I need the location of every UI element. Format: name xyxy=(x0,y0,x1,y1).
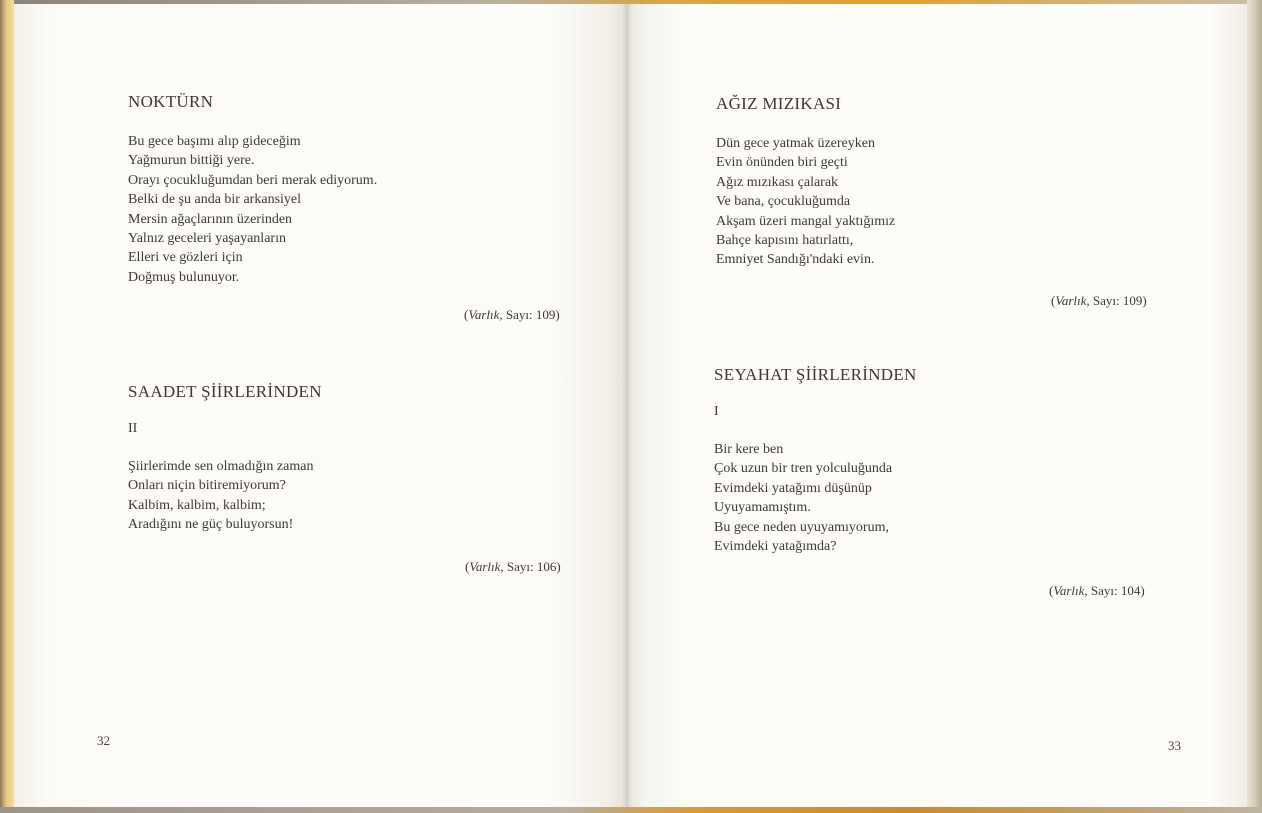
poem-line: Mersin ağaçlarının üzerinden xyxy=(128,211,293,227)
poem-section-number: I xyxy=(714,404,719,419)
poem-nokturn xyxy=(128,92,377,287)
poem-title: SAADET ŞİİRLERİNDEN xyxy=(128,382,322,401)
page-number: 32 xyxy=(97,733,110,748)
poem-line: Emniyet Sandığı'ndaki evin. xyxy=(716,252,875,268)
citation-magazine: Varlık xyxy=(1055,293,1087,308)
poem-title: AĞIZ MIZIKASI xyxy=(716,94,842,113)
poem-title: SEYAHAT ŞİİRLERİNDEN xyxy=(714,365,917,384)
poem-lines xyxy=(128,457,322,535)
citation-open: ( xyxy=(1051,293,1056,308)
page-number: 33 xyxy=(1168,738,1181,753)
poem-title: NOKTÜRN xyxy=(128,92,214,111)
poem-line: Dün gece yatmak üzereyken xyxy=(716,136,875,151)
poem-line: Kalbim, kalbim, kalbim; xyxy=(128,497,266,513)
poem-line: Akşam üzeri mangal yaktığımız xyxy=(716,213,896,229)
citation-issue: , Sayı: 109) xyxy=(499,307,560,322)
book-gutter xyxy=(622,4,632,807)
book-bottom-edge xyxy=(0,807,1262,813)
poem-section-number: II xyxy=(128,421,138,436)
right-page xyxy=(627,4,1247,807)
poem-line: Çok uzun bir tren yolculuğunda xyxy=(714,461,893,477)
poem-lines xyxy=(716,134,895,270)
citation-open: ( xyxy=(464,307,469,322)
poem-lines xyxy=(714,440,917,556)
poem-line: Belki de şu anda bir arkansiyel xyxy=(128,192,302,208)
poem-lines xyxy=(128,132,377,287)
citation-magazine: Varlık xyxy=(1053,583,1085,598)
poem-line: Orayı çocukluğumdan beri merak ediyorum. xyxy=(128,172,378,188)
poem-agiz-mizikasi xyxy=(716,94,895,270)
citation xyxy=(1051,293,1147,309)
citation xyxy=(465,559,561,575)
citation-open: ( xyxy=(1049,583,1054,598)
poem-line: Ağız mızıkası çalarak xyxy=(716,174,839,190)
poem-line: Aradığını ne güç buluyorsun! xyxy=(128,517,294,533)
left-page xyxy=(14,4,627,807)
poem-seyahat-siirlerinden xyxy=(714,365,917,556)
poem-line: Bahçe kapısını hatırlattı, xyxy=(716,233,854,249)
poem-line: Uyuyamamıştım. xyxy=(714,500,811,516)
poem-line: Onları niçin bitiremiyorum? xyxy=(128,478,286,494)
citation-magazine: Varlık xyxy=(469,559,501,574)
poem-line: Bu gece neden uyuyamıyorum, xyxy=(714,519,889,535)
poem-line: Şiirlerimde sen olmadığın zaman xyxy=(128,459,314,474)
poem-line: Yalnız geceleri yaşayanların xyxy=(128,231,286,247)
citation xyxy=(1049,583,1145,599)
citation-open: ( xyxy=(465,559,470,574)
citation-magazine: Varlık xyxy=(468,307,500,322)
citation-issue: , Sayı: 106) xyxy=(500,559,561,574)
poem-line: Ve bana, çocukluğumda xyxy=(716,194,851,210)
citation xyxy=(464,307,560,323)
poem-line: Bir kere ben xyxy=(714,442,784,457)
poem-line: Evin önünden biri geçti xyxy=(716,155,848,171)
poem-line: Evimdeki yatağımı düşünüp xyxy=(714,480,872,496)
citation-issue: , Sayı: 109) xyxy=(1086,293,1147,308)
citation-issue: , Sayı: 104) xyxy=(1084,583,1145,598)
book-right-edge xyxy=(1247,0,1262,813)
poem-saadet-siirlerinden xyxy=(128,382,322,535)
poem-line: Evimdeki yatağımda? xyxy=(714,539,837,555)
poem-line: Elleri ve gözleri için xyxy=(128,250,243,266)
poem-line: Doğmuş bulunuyor. xyxy=(128,269,240,285)
book-left-edge xyxy=(0,0,14,813)
poem-line: Bu gece başımı alıp gideceğim xyxy=(128,134,301,149)
poem-line: Yağmurun bittiği yere. xyxy=(128,153,255,169)
